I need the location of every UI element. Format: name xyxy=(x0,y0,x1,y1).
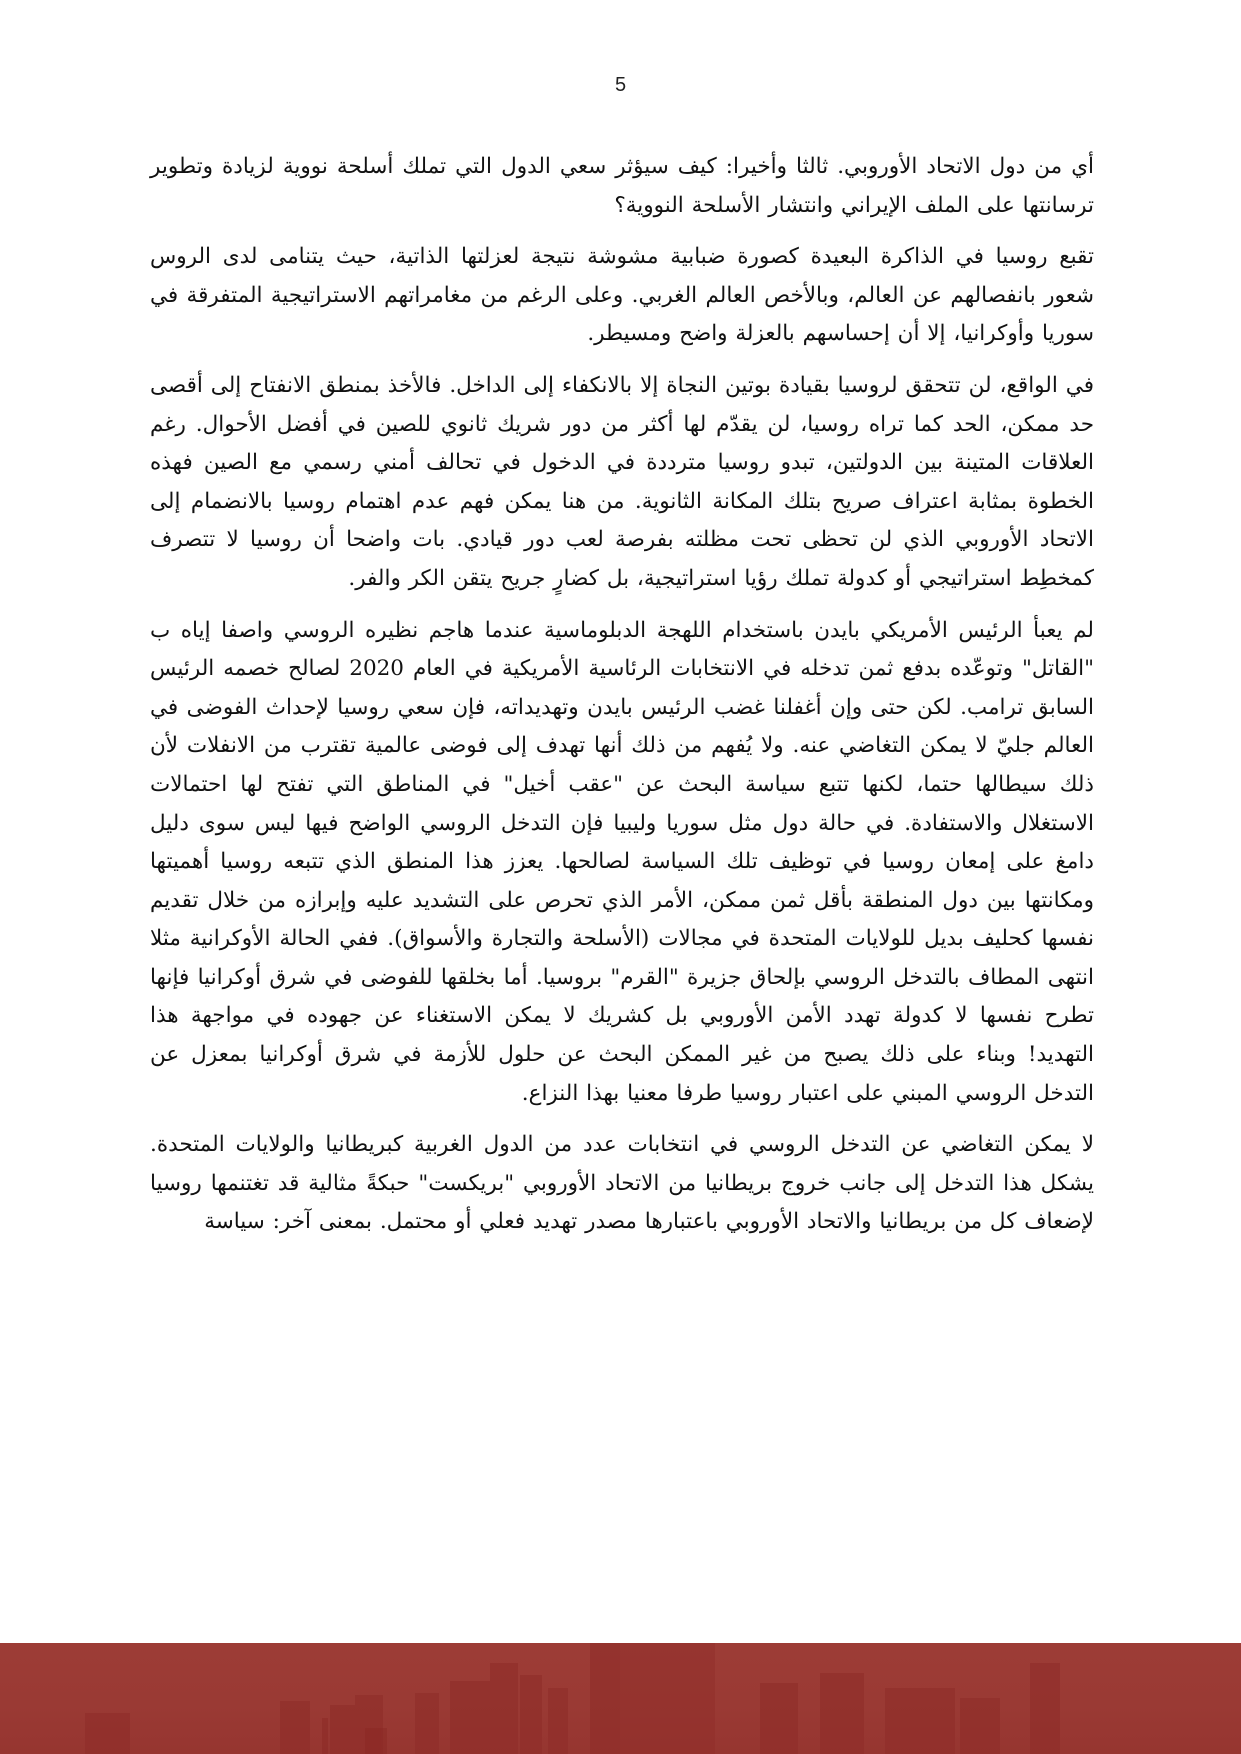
page-number: 5 xyxy=(614,74,627,96)
article-body xyxy=(150,148,1094,1255)
city-skyline-graphic xyxy=(0,1643,1241,1754)
paragraph-russia-isolation: تقبع روسيا في الذاكرة البعيدة كصورة ضبابية مشوشة نتيجة لعزلتها الذاتية، حيث يتنامى لدى الروس شعور بانفصالهم عن العالم، وبالأخص العالم الغربي. وعلى الرغم من مغامراتهم الاستراتيجية المتفرقة في سوريا وأوكرانيا، إلا أن إحساسهم بالعزلة واضح ومسيطر. xyxy=(150,244,1094,347)
paragraph-election-interference: لا يمكن التغاضي عن التدخل الروسي في انتخابات عدد من الدول الغربية كبريطانيا والولايات المتحدة. يشكل هذا التدخل إلى جانب خروج بريطانيا من الاتحاد الأوروبي "بريكست" حبكةً مثالية قد تغتنمها روسيا لإضعاف كل من بريطانيا والاتحاد الأوروبي باعتبارها مصدر تهديد فعلي أو محتمل. بمعنى آخر: سياسة xyxy=(150,1132,1094,1235)
paragraph-biden-chaos: لم يعبأ الرئيس الأمريكي بايدن باستخدام اللهجة الدبلوماسية عندما هاجم نظيره الروسي واصفا إياه ب "القاتل" وتوعّده بدفع ثمن تدخله في الانتخابات الرئاسية الأمريكية في العام 2020 لصالح خصمه الرئيس السابق ترامب. لكن حتى وإن أغفلنا غضب الرئيس بايدن وتهديداته، فإن سعي روسيا لإحداث الفوضى في العالم جليّ لا يمكن التغاضي عنه. ولا يُفهم من ذلك أنها تهدف إلى فوضى عالمية تقترب من الانفلات لأن ذلك سيطالها حتما، لكنها تتبع سياسة البحث عن "عقب أخيل" في المناطق التي تفتح لها احتمالات الاستغلال والاستفادة. في حالة دول مثل سوريا وليبيا فإن التدخل الروسي الواضح فيها ليس سوى دليل دامغ على إمعان روسيا في توظيف تلك السياسة لصالحها. يعزز هذا المنطق الذي تتبعه روسيا أهميتها ومكانتها بين دول المنطقة بأقل ثمن ممكن، الأمر الذي تحرص على التشديد عليه وإبرازه من خلال تقديم نفسها كحليف بديل للولايات المتحدة في مجالات (الأسلحة والتجارة والأسواق). ففي الحالة الأوكرانية مثلا انتهى المطاف بالتدخل الروسي بإلحاق جزيرة "القرم" بروسيا. أما بخلقها للفوضى في شرق أوكرانيا فإنها تطرح نفسها لا كدولة تهدد الأمن الأوروبي بل كشريك لا يمكن الاستغناء عن جهوده في مواجهة هذا التهديد! وبناء على ذلك يصبح من غير الممكن البحث عن حلول للأزمة في شرق أوكرانيا بمعزل عن التدخل الروسي المبني على اعتبار روسيا طرفا معنيا بهذا النزاع. xyxy=(150,617,1095,1106)
paragraph-nuclear-questions: أي من دول الاتحاد الأوروبي. ثالثا وأخيرا: كيف سيؤثر سعي الدول التي تملك أسلحة نووية لزيادة وتطوير ترسانتها على الملف الإيراني وانتشار الأسلحة النووية؟ xyxy=(150,154,1094,218)
footer-decorative-band xyxy=(0,1643,1241,1754)
paragraph-russia-inward: في الواقع، لن تتحقق لروسيا بقيادة بوتين النجاة إلا بالانكفاء إلى الداخل. فالأخذ بمنطق الانفتاح إلى أقصى حد ممكن، الحد كما تراه روسيا، لن يقدّم لها أكثر من دور شريك ثانوي للصين في أفضل الأحوال. رغم العلاقات المتينة بين الدولتين، تبدو روسيا مترددة في الدخول في تحالف أمني رسمي مع الصين فهذه الخطوة بمثابة اعتراف صريح بتلك المكانة الثانوية. من هنا يمكن فهم عدم اهتمام روسيا بالانضمام إلى الاتحاد الأوروبي الذي لن تحظى تحت مظلته بفرصة لعب دور قيادي. بات واضحا أن روسيا لا تتصرف كمخطِط استراتيجي أو كدولة تملك رؤيا استراتيجية، بل كضارٍ جريح يتقن الكر والفر. xyxy=(150,372,1094,591)
